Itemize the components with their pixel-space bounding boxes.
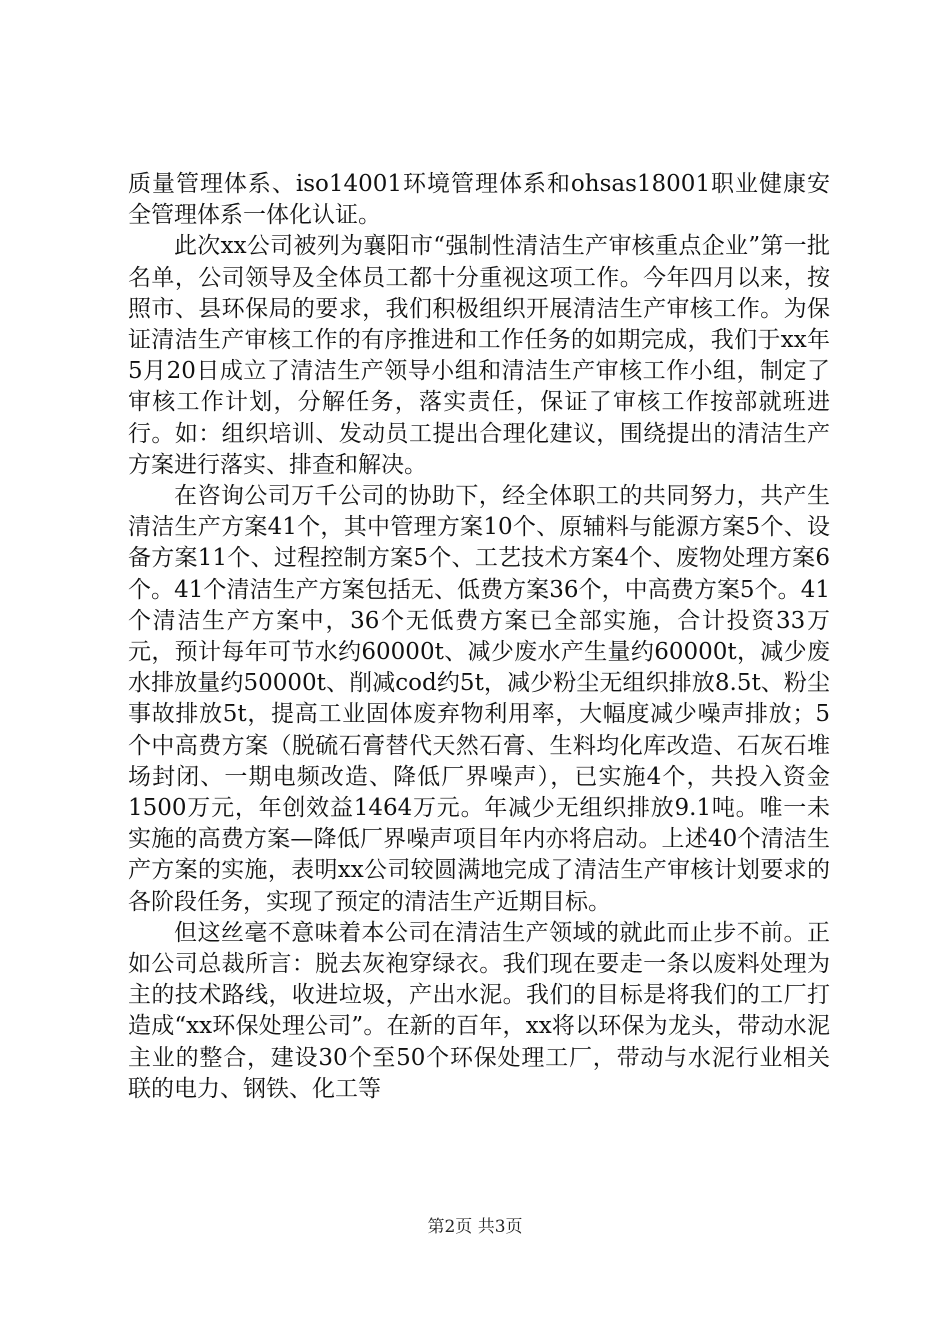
document-body — [128, 169, 830, 1105]
page-number-footer: 第2页 共3页 — [427, 1217, 523, 1237]
paragraph-3: 在咨询公司万千公司的协助下，经全体职工的共同努力，共产生清洁生产方案41个，其中管理方案10个、原辅料与能源方案5个、设备方案11个、过程控制方案5个、工艺技术方案4个、废物处理方案6个。41个清洁生产方案包括无、低费方案36个，中高费方案5个。41个清洁生产方案中，36个无低费方案已全部实施，合计投资33万元，预计每年可节水约60000t、减少废水产生量约60000t，减少废水排放量约50000t、削减cod约5t，减少粉尘无组织排放8.5t、粉尘事故排放5t，提高工业固体废弃物利用率，大幅度减少噪声排放；5个中高费方案（脱硫石膏替代天然石膏、生料均化库改造、石灰石堆场封闭、一期电频改造、降低厂界噪声），已实施4个，共投入资金1500万元，年创效益1464万元。年减少无组织排放9.1吨。唯一未实施的高费方案—降低厂界噪声项目年内亦将启动。上述40个清洁生产方案的实施，表明xx公司较圆满地完成了清洁生产审核计划要求的各阶段任务，实现了预定的清洁生产近期目标。 — [128, 483, 830, 915]
paragraph-1: 质量管理体系、iso14001环境管理体系和ohsas18001职业健康安全管理体系一体化认证。 — [128, 171, 830, 229]
paragraph-2: 此次xx公司被列为襄阳市“强制性清洁生产审核重点企业”第一批名单，公司领导及全体员工都十分重视这项工作。今年四月以来，按照市、县环保局的要求，我们积极组织开展清洁生产审核工作。为保证清洁生产审核工作的有序推进和工作任务的如期完成，我们于xx年5月20日成立了清洁生产领导小组和清洁生产审核工作小组，制定了审核工作计划，分解任务，落实责任，保证了审核工作按部就班进行。如：组织培训、发动员工提出合理化建议，围绕提出的清洁生产方案进行落实、排查和解决。 — [128, 233, 830, 478]
paragraph-4: 但这丝毫不意味着本公司在清洁生产领域的就此而止步不前。正如公司总裁所言：脱去灰袍穿绿衣。我们现在要走一条以废料处理为主的技术路线，收进垃圾，产出水泥。我们的目标是将我们的工厂打造成“xx环保处理公司”。在新的百年，xx将以环保为龙头，带动水泥主业的整合，建设30个至50个环保处理工厂，带动与水泥行业相关联的电力、钢铁、化工等 — [128, 919, 830, 1102]
